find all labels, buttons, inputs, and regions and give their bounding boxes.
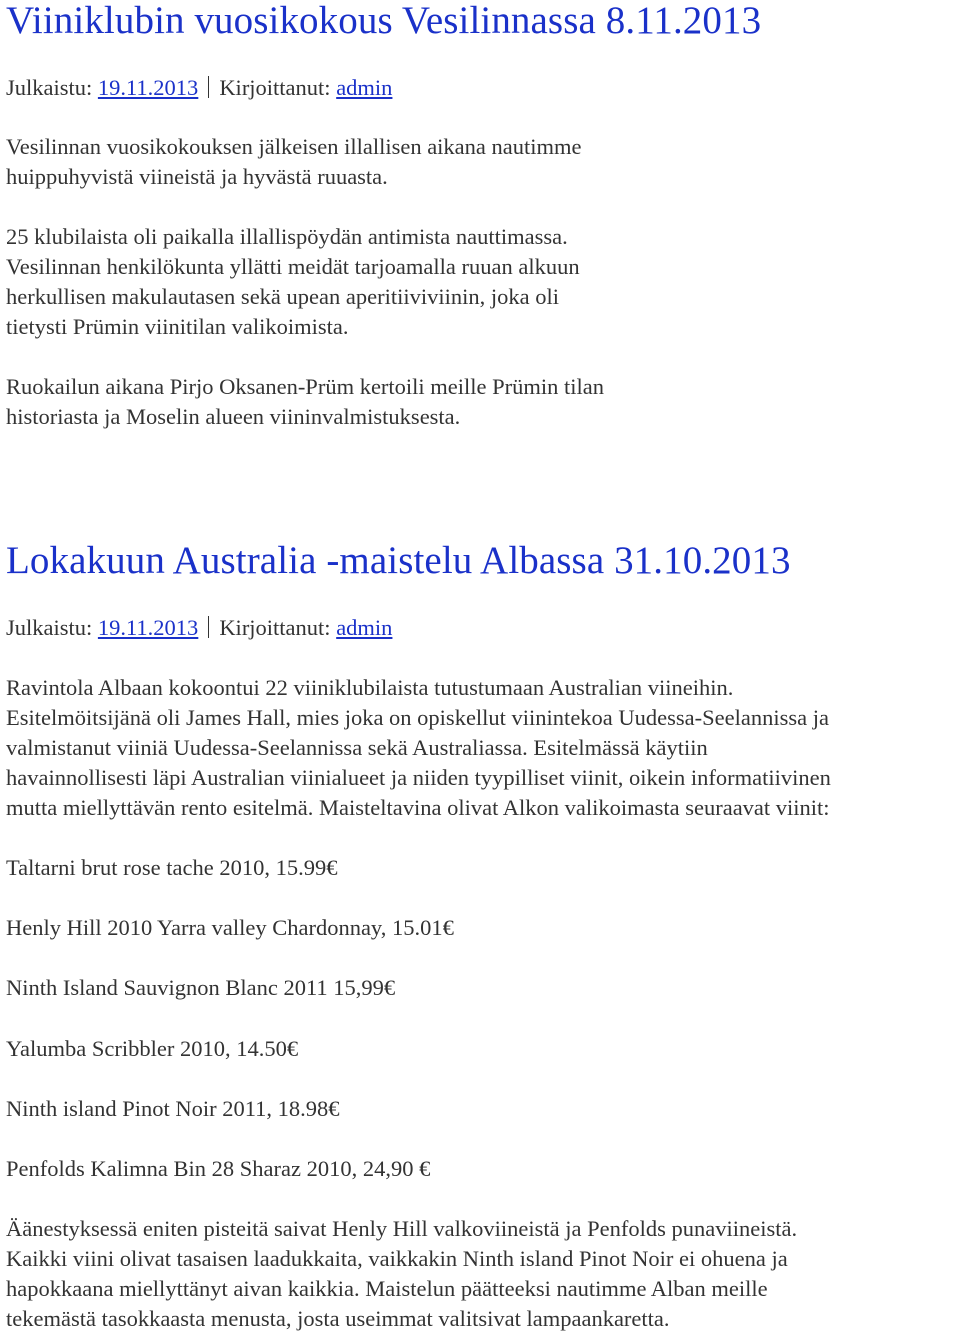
wine-text: Yalumba Scribbler 2010, 14.50 xyxy=(6,1036,287,1061)
paragraph-line: tekemästä tasokkaasta menusta, josta useimmat valitsivat lampaankaretta. xyxy=(6,1306,670,1331)
post-meta xyxy=(6,74,392,102)
post-paragraph xyxy=(6,372,604,432)
euro-sign-icon: € xyxy=(383,975,396,1000)
paragraph-line: Äänestyksessä eniten pisteitä saivat Henly Hill valkoviineistä ja Penfolds punaviineistä. xyxy=(6,1216,798,1241)
paragraph-line: mutta miellyttävän rento esitelmä. Maisteltavina olivat Alkon valikoimasta seuraavat viinit: xyxy=(6,795,830,820)
paragraph-line: havainnollisesti läpi Australian viinialueet ja niiden tyypilliset viinit, oikein informatiivinen xyxy=(6,765,831,790)
post-meta xyxy=(6,614,392,642)
paragraph-line: Vesilinnan vuosikokouksen jälkeisen illallisen aikana nautimme xyxy=(6,134,582,159)
wine-item xyxy=(6,973,395,1003)
author-link[interactable]: admin xyxy=(336,75,393,100)
post-title[interactable]: Lokakuun Australia -maistelu Albassa 31.10.2013 xyxy=(6,539,791,582)
post-paragraph xyxy=(6,132,582,192)
post-date-link[interactable]: 19.11.2013 xyxy=(97,615,199,640)
paragraph-line: Vesilinnan henkilökunta yllätti meidät tarjoamalla ruuan alkuun xyxy=(6,254,580,279)
paragraph-line: valmistanut viiniä Uudessa-Seelannissa sekä Australiassa. Esitelmässä käytiin xyxy=(6,735,708,760)
paragraph-line: Ruokailun aikana Pirjo Oksanen-Prüm kertoili meille Prümin tilan xyxy=(6,374,605,399)
euro-sign-icon: € xyxy=(442,915,454,940)
wine-text: Penfolds Kalimna Bin 28 Sharaz 2010, 24,90 xyxy=(6,1156,420,1181)
wine-item xyxy=(6,853,337,883)
wine-item xyxy=(6,1094,340,1124)
author-label: Kirjoittanut: xyxy=(219,615,331,640)
paragraph-line: tietysti Prümin viinitilan valikoimista. xyxy=(6,314,349,339)
author-label: Kirjoittanut: xyxy=(219,75,331,100)
wine-text: Ninth Island Sauvignon Blanc 2011 15,99 xyxy=(6,975,384,1000)
paragraph-line: Kaikki viini olivat tasaisen laadukkaita, vaikkakin Ninth island Pinot Noir ei ohuena ja xyxy=(6,1246,788,1271)
euro-sign-icon: € xyxy=(328,1096,340,1121)
published-label: Julkaistu: xyxy=(6,75,93,100)
wine-text: Taltarni brut rose tache 2010, 15.99 xyxy=(6,855,327,880)
paragraph-line: 25 klubilaista oli paikalla illallispöydän antimista nauttimassa. xyxy=(6,224,568,249)
post-paragraph xyxy=(6,673,831,823)
euro-sign-icon: € xyxy=(326,855,338,880)
post-date-link[interactable]: 19.11.2013 xyxy=(97,75,199,100)
euro-sign-icon: € xyxy=(419,1156,431,1181)
wine-text: Henly Hill 2010 Yarra valley Chardonnay, 15.01 xyxy=(6,915,443,940)
paragraph-line: Esitelmöitsijänä oli James Hall, mies joka on opiskellut viinintekoa Uudessa-Seelannissa ja xyxy=(6,705,829,730)
meta-separator xyxy=(208,76,209,98)
wine-item xyxy=(6,913,454,943)
post-paragraph xyxy=(6,222,580,342)
euro-sign-icon: € xyxy=(286,1036,299,1061)
wine-text: Ninth island Pinot Noir 2011, 18.98 xyxy=(6,1096,329,1121)
paragraph-line: historiasta ja Moselin alueen viininvalmistuksesta. xyxy=(6,404,461,429)
author-link[interactable]: admin xyxy=(336,615,393,640)
paragraph-line: hapokkaana miellyttänyt aivan kaikkia. Maistelun päätteeksi nautimme Alban meille xyxy=(6,1276,768,1301)
paragraph-line: herkullisen makulautasen sekä upean aperitiiviviinin, joka oli xyxy=(6,284,559,309)
meta-separator xyxy=(208,616,209,638)
paragraph-line: huippuhyvistä viineistä ja hyvästä ruuasta. xyxy=(6,164,388,189)
wine-item xyxy=(6,1154,430,1184)
post-paragraph xyxy=(6,1214,797,1334)
paragraph-line: Ravintola Albaan kokoontui 22 viiniklubilaista tutustumaan Australian viineihin. xyxy=(6,675,734,700)
wine-item xyxy=(6,1034,298,1064)
published-label: Julkaistu: xyxy=(6,615,93,640)
post-title[interactable]: Viiniklubin vuosikokous Vesilinnassa 8.11.2013 xyxy=(6,0,762,42)
